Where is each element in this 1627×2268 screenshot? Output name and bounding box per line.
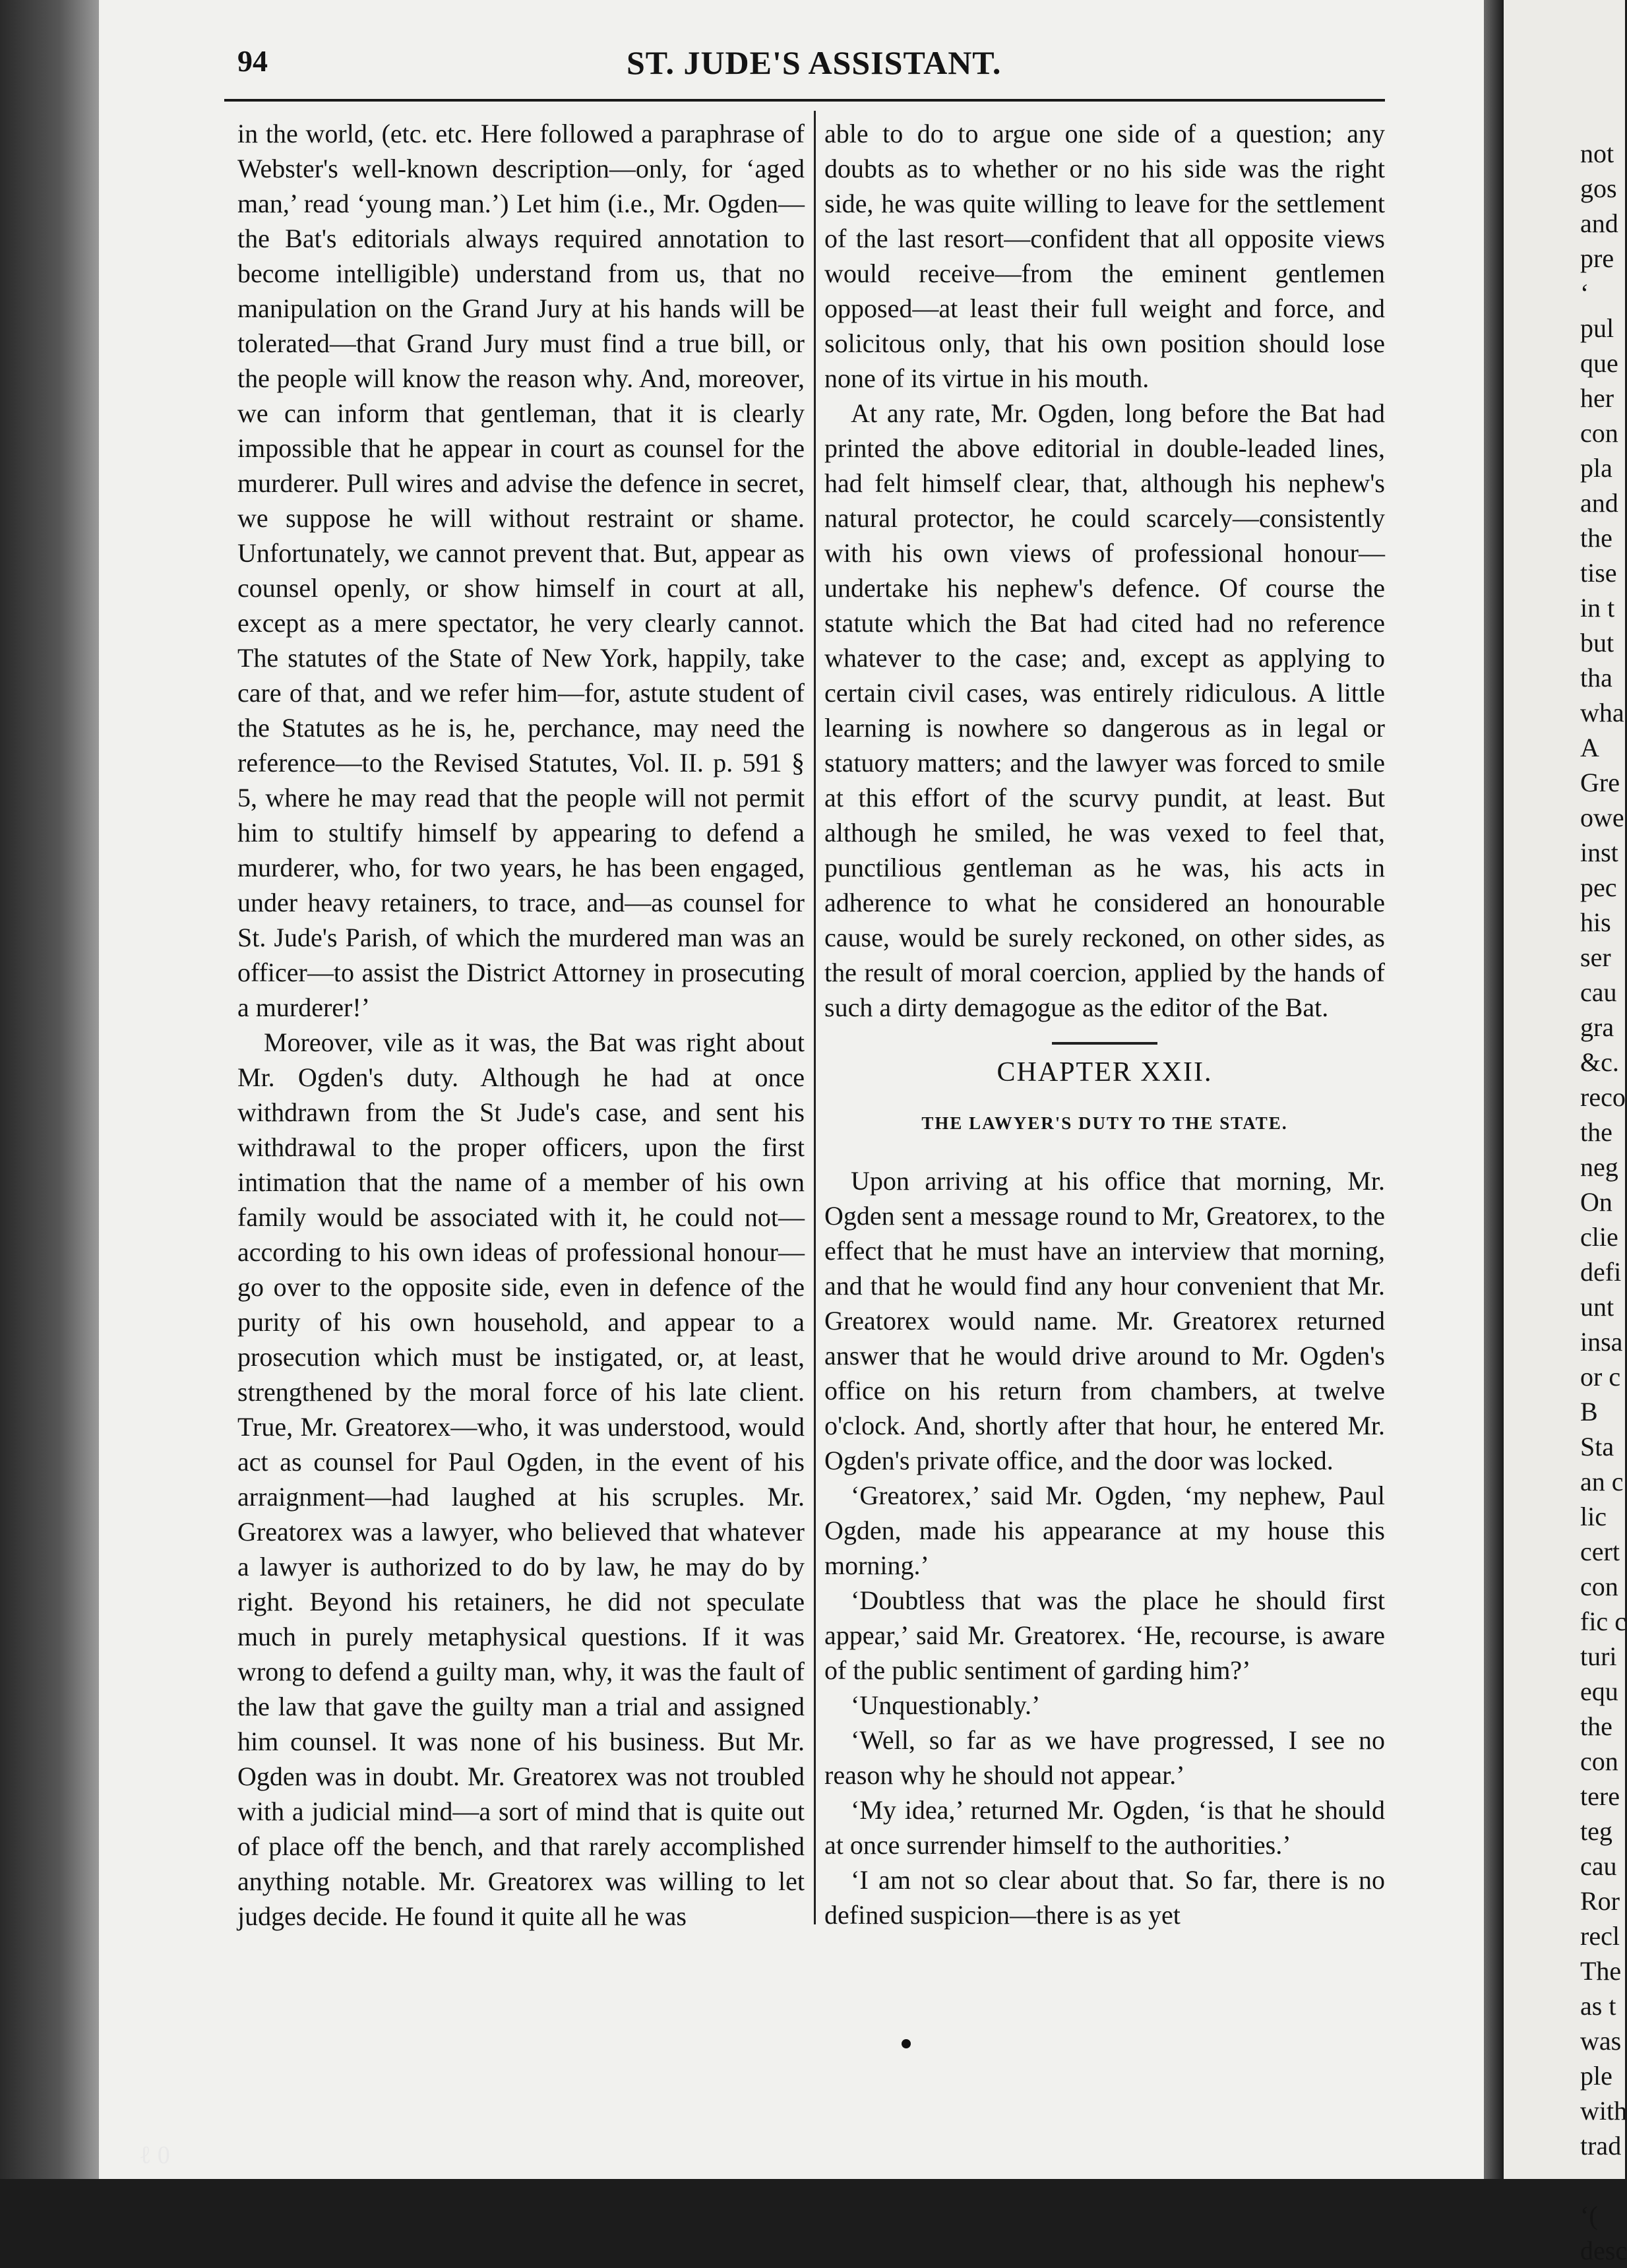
text-fragment: as t — [1580, 1991, 1616, 2021]
text-fragment: cau — [1580, 977, 1617, 1007]
text-fragment: trad — [1580, 2131, 1622, 2161]
text-fragment: the — [1580, 1711, 1612, 1741]
text-fragment: clie — [1580, 1222, 1618, 1252]
text-fragment: A — [1580, 733, 1599, 762]
binding-gutter — [1484, 0, 1504, 2179]
text-fragment: pre — [1580, 243, 1614, 273]
left-column — [237, 116, 805, 1936]
text-fragment: que — [1580, 348, 1618, 378]
paragraph: ‘I am not so clear about that. So far, there is no defined suspicion—there is as yet — [824, 1865, 1385, 1930]
text-fragment: the — [1580, 523, 1612, 553]
text-fragment: tha — [1580, 663, 1612, 692]
text-fragment: or c — [1580, 1362, 1621, 1392]
text-fragment: defi — [1580, 1257, 1622, 1287]
paragraph: Moreover, vile as it was, the Bat was right about Mr. Ogden's duty. Although he had at once withdrawn from the St Jude's case, and sent his withdrawal to the proper officers, upon the first intimation that the name of a member of his own family would be associated with it, he could not—according to his own ideas of professional honour—go over to the opposite side, even in defence of the purity of his own household, and appear to a prosecution which must be instigated, or, at least, strengthened by the moral force of his late client. True, Mr. Greatorex—who, it was understood, would act as counsel for Paul Ogden, in the event of his arraignment—had laughed at his scruples. Mr. Greatorex was a lawyer, who believed that whatever a lawyer is authorized to do by law, he may do by right. Beyond his retainers, he did not speculate much in purely metaphysical questions. If it was wrong to defend a guilty man, why, it was the fault of the law that gave the guilty man a trial and assigned him counsel. It was none of his business. But Mr. Ogden was in doubt. Mr. Greatorex was not troubled with a judicial mind—a sort of mind that is quite out of place off the bench, and that rarely accomplished anything notable. Mr. Greatorex was willing to let judges decide. He found it quite all he was — [237, 1027, 805, 1931]
text-fragment: con — [1580, 1746, 1618, 1776]
paragraph: Upon arriving at his office that morning, Mr. Ogden sent a message round to Mr, Greatorex, to the effect that he must have an interview that morning, and that he would find any hour convenient that Mr. Greatorex would name. Mr. Greatorex returned answer that he would drive around to Mr. Ogden's office on his return from chambers, at twelve o'clock. And, shortly after that hour, he entered Mr. Ogden's private office, and the door was locked. — [824, 1166, 1385, 1475]
text-fragment: but — [1580, 628, 1614, 658]
text-fragment: tere — [1580, 1781, 1620, 1811]
text-fragment: tise — [1580, 558, 1617, 588]
paragraph: ‘Greatorex,’ said Mr. Ogden, ‘my nephew, Paul Ogden, made his appearance at my house this morning.’ — [824, 1481, 1385, 1580]
chapter-rule — [1052, 1042, 1157, 1045]
text-fragment — [1580, 2163, 1627, 2198]
text-fragment: insa — [1580, 1327, 1623, 1357]
text-fragment: in t — [1580, 593, 1615, 623]
header-rule — [224, 99, 1385, 102]
running-title: ST. JUDE'S ASSISTANT. — [627, 44, 1002, 81]
text-fragment: gra — [1580, 1012, 1614, 1042]
running-head — [237, 44, 1385, 90]
chapter-subtitle: THE LAWYER'S DUTY TO THE STATE. — [921, 1113, 1288, 1133]
text-fragment: teg — [1580, 1816, 1612, 1846]
next-page-edge — [1504, 0, 1627, 2265]
text-fragment: owe — [1580, 803, 1624, 832]
text-fragment: lic — [1580, 1502, 1607, 1531]
chapter-body — [824, 1163, 1385, 1932]
text-fragment: was — [1580, 2026, 1622, 2056]
next-page-text — [1580, 136, 1627, 2268]
text-fragment: B — [1580, 1397, 1598, 1426]
text-fragment: ‘ — [1580, 278, 1589, 308]
text-fragment: turi — [1580, 1641, 1617, 1671]
margin-mark: ℓ 0 — [139, 2141, 170, 2169]
text-fragment: pec — [1580, 873, 1617, 902]
page-bullet — [902, 2039, 911, 2048]
text-fragment: fic c — [1580, 1607, 1626, 1636]
paragraph: able to do to argue one side of a question; any doubts as to whether or no his side was the right side, he was quite willing to leave for the settlement of the last resort—confident that all opposite views would receive—from the eminent gentlemen opposed—at least their full weight and force, and solicitous only, that his own position should lose none of its virtue in his mouth. — [824, 119, 1385, 393]
text-fragment: reco — [1580, 1082, 1626, 1112]
text-fragment: not — [1580, 138, 1614, 168]
text-fragment: cau — [1580, 1851, 1617, 1881]
text-fragment: Ror — [1580, 1886, 1620, 1916]
text-fragment: his — [1580, 907, 1611, 937]
text-fragment: Sta — [1580, 1432, 1614, 1461]
text-fragment: gos — [1580, 173, 1617, 203]
text-fragment: wha — [1580, 698, 1624, 727]
text-fragment: The — [1580, 1956, 1622, 1986]
paragraph: in the world, (etc. etc. Here followed a paraphrase of Webster's well-known description—only, for ‘aged man,’ read ‘young man.’) Let him (i.e., Mr. Ogden—the Bat's editorials always required annotation to become intelligible) understand from us, that no manipulation on the Grand Jury at his hands will be tolerated—that Grand Jury must find a true bill, or the people will know the reason why. And, moreover, we can inform that gentleman, that it is clearly impossible that he appear in court as counsel for the murderer. Pull wires and advise the defence in secret, we suppose he will without restraint or shame. Unfortunately, we cannot prevent that. But, appear as counsel openly, or show himself in court at all, except as a mere spectator, he very clearly cannot. The statutes of the State of New York, happily, take care of that, and we refer him—for, astute student of the Statutes as he is, he, perchance, may need the reference—to the Revised Statutes, Vol. II. p. 591 § 5, where he may read that the people will not permit him to stultify himself by appearing to defend a murderer, who, for two years, he has been engaged, under heavy retainers, to trace, and—as counsel for St. Jude's Parish, of which the murdered man was an officer—to assist the District Attorney in prosecuting a murderer!’ — [237, 119, 805, 1022]
text-fragment: ser — [1580, 942, 1611, 972]
text-fragment: unt — [1580, 1292, 1614, 1322]
text-fragment: cert — [1580, 1537, 1620, 1566]
text-fragment: neg — [1580, 1152, 1618, 1182]
text-fragment: and — [1580, 488, 1618, 518]
text-fragment: desc — [1580, 2236, 1627, 2265]
text-fragment: an c — [1580, 1467, 1624, 1496]
paragraph: ‘Doubtless that was the place he should first appear,’ said Mr. Greatorex. ‘He, recourse, is aware of the public sentiment of garding him?’ — [824, 1585, 1385, 1685]
text-fragment: Gre — [1580, 768, 1620, 797]
text-fragment: inst — [1580, 838, 1618, 867]
text-fragment: pul — [1580, 313, 1614, 343]
text-fragment: con — [1580, 1572, 1618, 1601]
paragraph: ‘My idea,’ returned Mr. Ogden, ‘is that he should at once surrender himself to the authorities.’ — [824, 1795, 1385, 1860]
text-fragment: con — [1580, 418, 1618, 448]
text-fragment: recl — [1580, 1921, 1620, 1951]
text-fragment: ple — [1580, 2061, 1612, 2091]
text-fragment: with — [1580, 2096, 1627, 2126]
chapter-heading: CHAPTER XXII. — [997, 1057, 1213, 1088]
page-number: 94 — [237, 44, 268, 78]
text-fragment: the — [1580, 1117, 1612, 1147]
column-divider — [814, 111, 816, 1924]
text-fragment: and — [1580, 208, 1618, 238]
text-fragment: equ — [1580, 1676, 1618, 1706]
text-fragment: her — [1580, 383, 1614, 413]
paragraph: ‘Unquestionably.’ — [851, 1690, 1041, 1720]
text-fragment: ‘( — [1580, 2201, 1598, 2230]
text-fragment: &c. — [1580, 1047, 1619, 1077]
paragraph: ‘Well, so far as we have progressed, I see no reason why he should not appear.’ — [824, 1725, 1385, 1790]
left-page-edge — [0, 0, 99, 2179]
paragraph: At any rate, Mr. Ogden, long before the Bat had printed the above editorial in double-leaded lines, had felt himself clear, that, although his nephew's natural protector, he could scarcely—consistently with his own views of professional honour—undertake his nephew's defence. Of course the statute which the Bat had cited had no reference whatever to the case; and, except as applying to certain civil cases, was entirely ridiculous. A little learning is nowhere so dangerous as in legal or statuory matters; and the lawyer was forced to smile at this effort of the scurvy pundit, at least. But although he smiled, he was vexed to feel that, punctilious gentleman as he was, his acts in adherence to what he considered an honourable cause, would be surely reckoned, on other sides, as the result of moral coercion, applied by the hands of such a dirty demagogue as the editor of the Bat. — [824, 398, 1385, 1022]
text-fragment: On — [1580, 1187, 1612, 1217]
text-fragment: pla — [1580, 453, 1612, 483]
right-column — [824, 116, 1385, 1936]
